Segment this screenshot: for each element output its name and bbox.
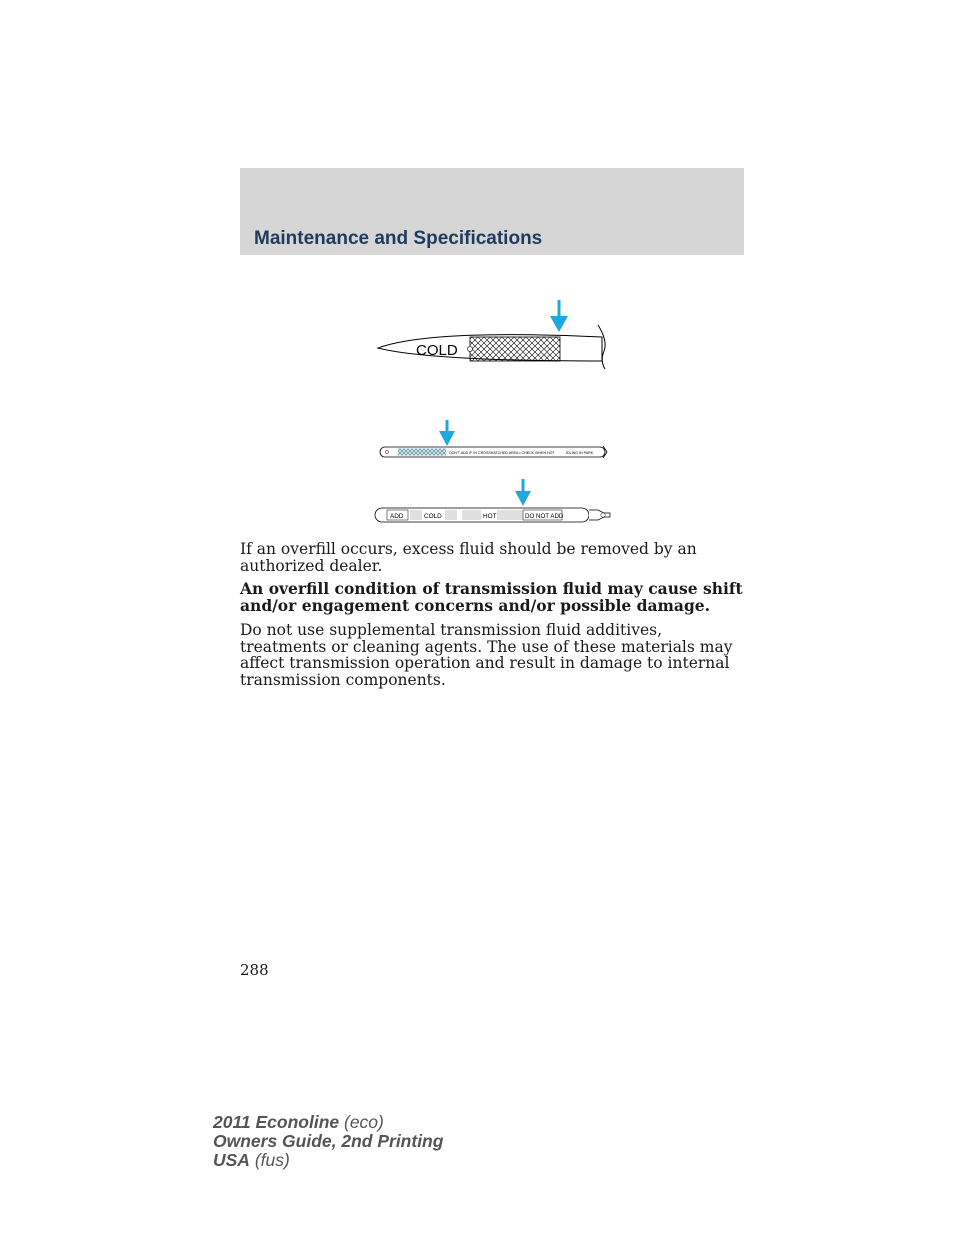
dipstick-cold-label: COLD: [416, 342, 458, 359]
arrow-icon: [439, 420, 455, 446]
dipstick-do-not-add-label: DO NOT ADD: [525, 513, 564, 520]
dipstick-hot-label: HOT: [483, 513, 497, 520]
footer: [213, 1113, 443, 1170]
dipstick-cold: [378, 325, 605, 369]
footer-market-code: (fus): [249, 1150, 290, 1170]
paragraph-overfill-warning: An overfill condition of transmission fluid may cause shift and/or engagement concerns and/or possible damage.: [240, 579, 743, 615]
paragraph-additives: Do not use supplemental transmission fluid additives, treatments or cleaning agents. The use of these materials may affect transmission operation and result in damage to internal transmission components.: [240, 621, 733, 689]
footer-model: 2011 Econoline: [213, 1112, 340, 1132]
arrow-icon: [550, 300, 568, 332]
footer-market: USA: [213, 1150, 250, 1170]
dipstick-cold-marker-label: COLD: [424, 513, 442, 520]
dipstick-idle: [380, 446, 607, 458]
footer-model-code: (eco): [339, 1112, 384, 1132]
dipstick-add-hot: [375, 508, 610, 522]
section-title: Maintenance and Specifications: [254, 228, 543, 249]
paragraph-overfill: If an overfill occurs, excess fluid should be removed by an authorized dealer.: [240, 540, 697, 575]
dipstick-idle-label: DON'T ADD IF IN CROSSHATCHED AREA • CHECK WHEN HOT: [449, 451, 555, 455]
footer-edition: Owners Guide, 2nd Printing: [213, 1131, 444, 1151]
dipstick-add-label: ADD: [390, 513, 404, 520]
dipstick-idle-end-label: IDLING IN PARK: [566, 451, 594, 455]
header-band: [240, 168, 744, 255]
page-number: 288: [240, 961, 269, 979]
dipstick-figure: [370, 295, 620, 530]
arrow-icon: [515, 479, 531, 506]
